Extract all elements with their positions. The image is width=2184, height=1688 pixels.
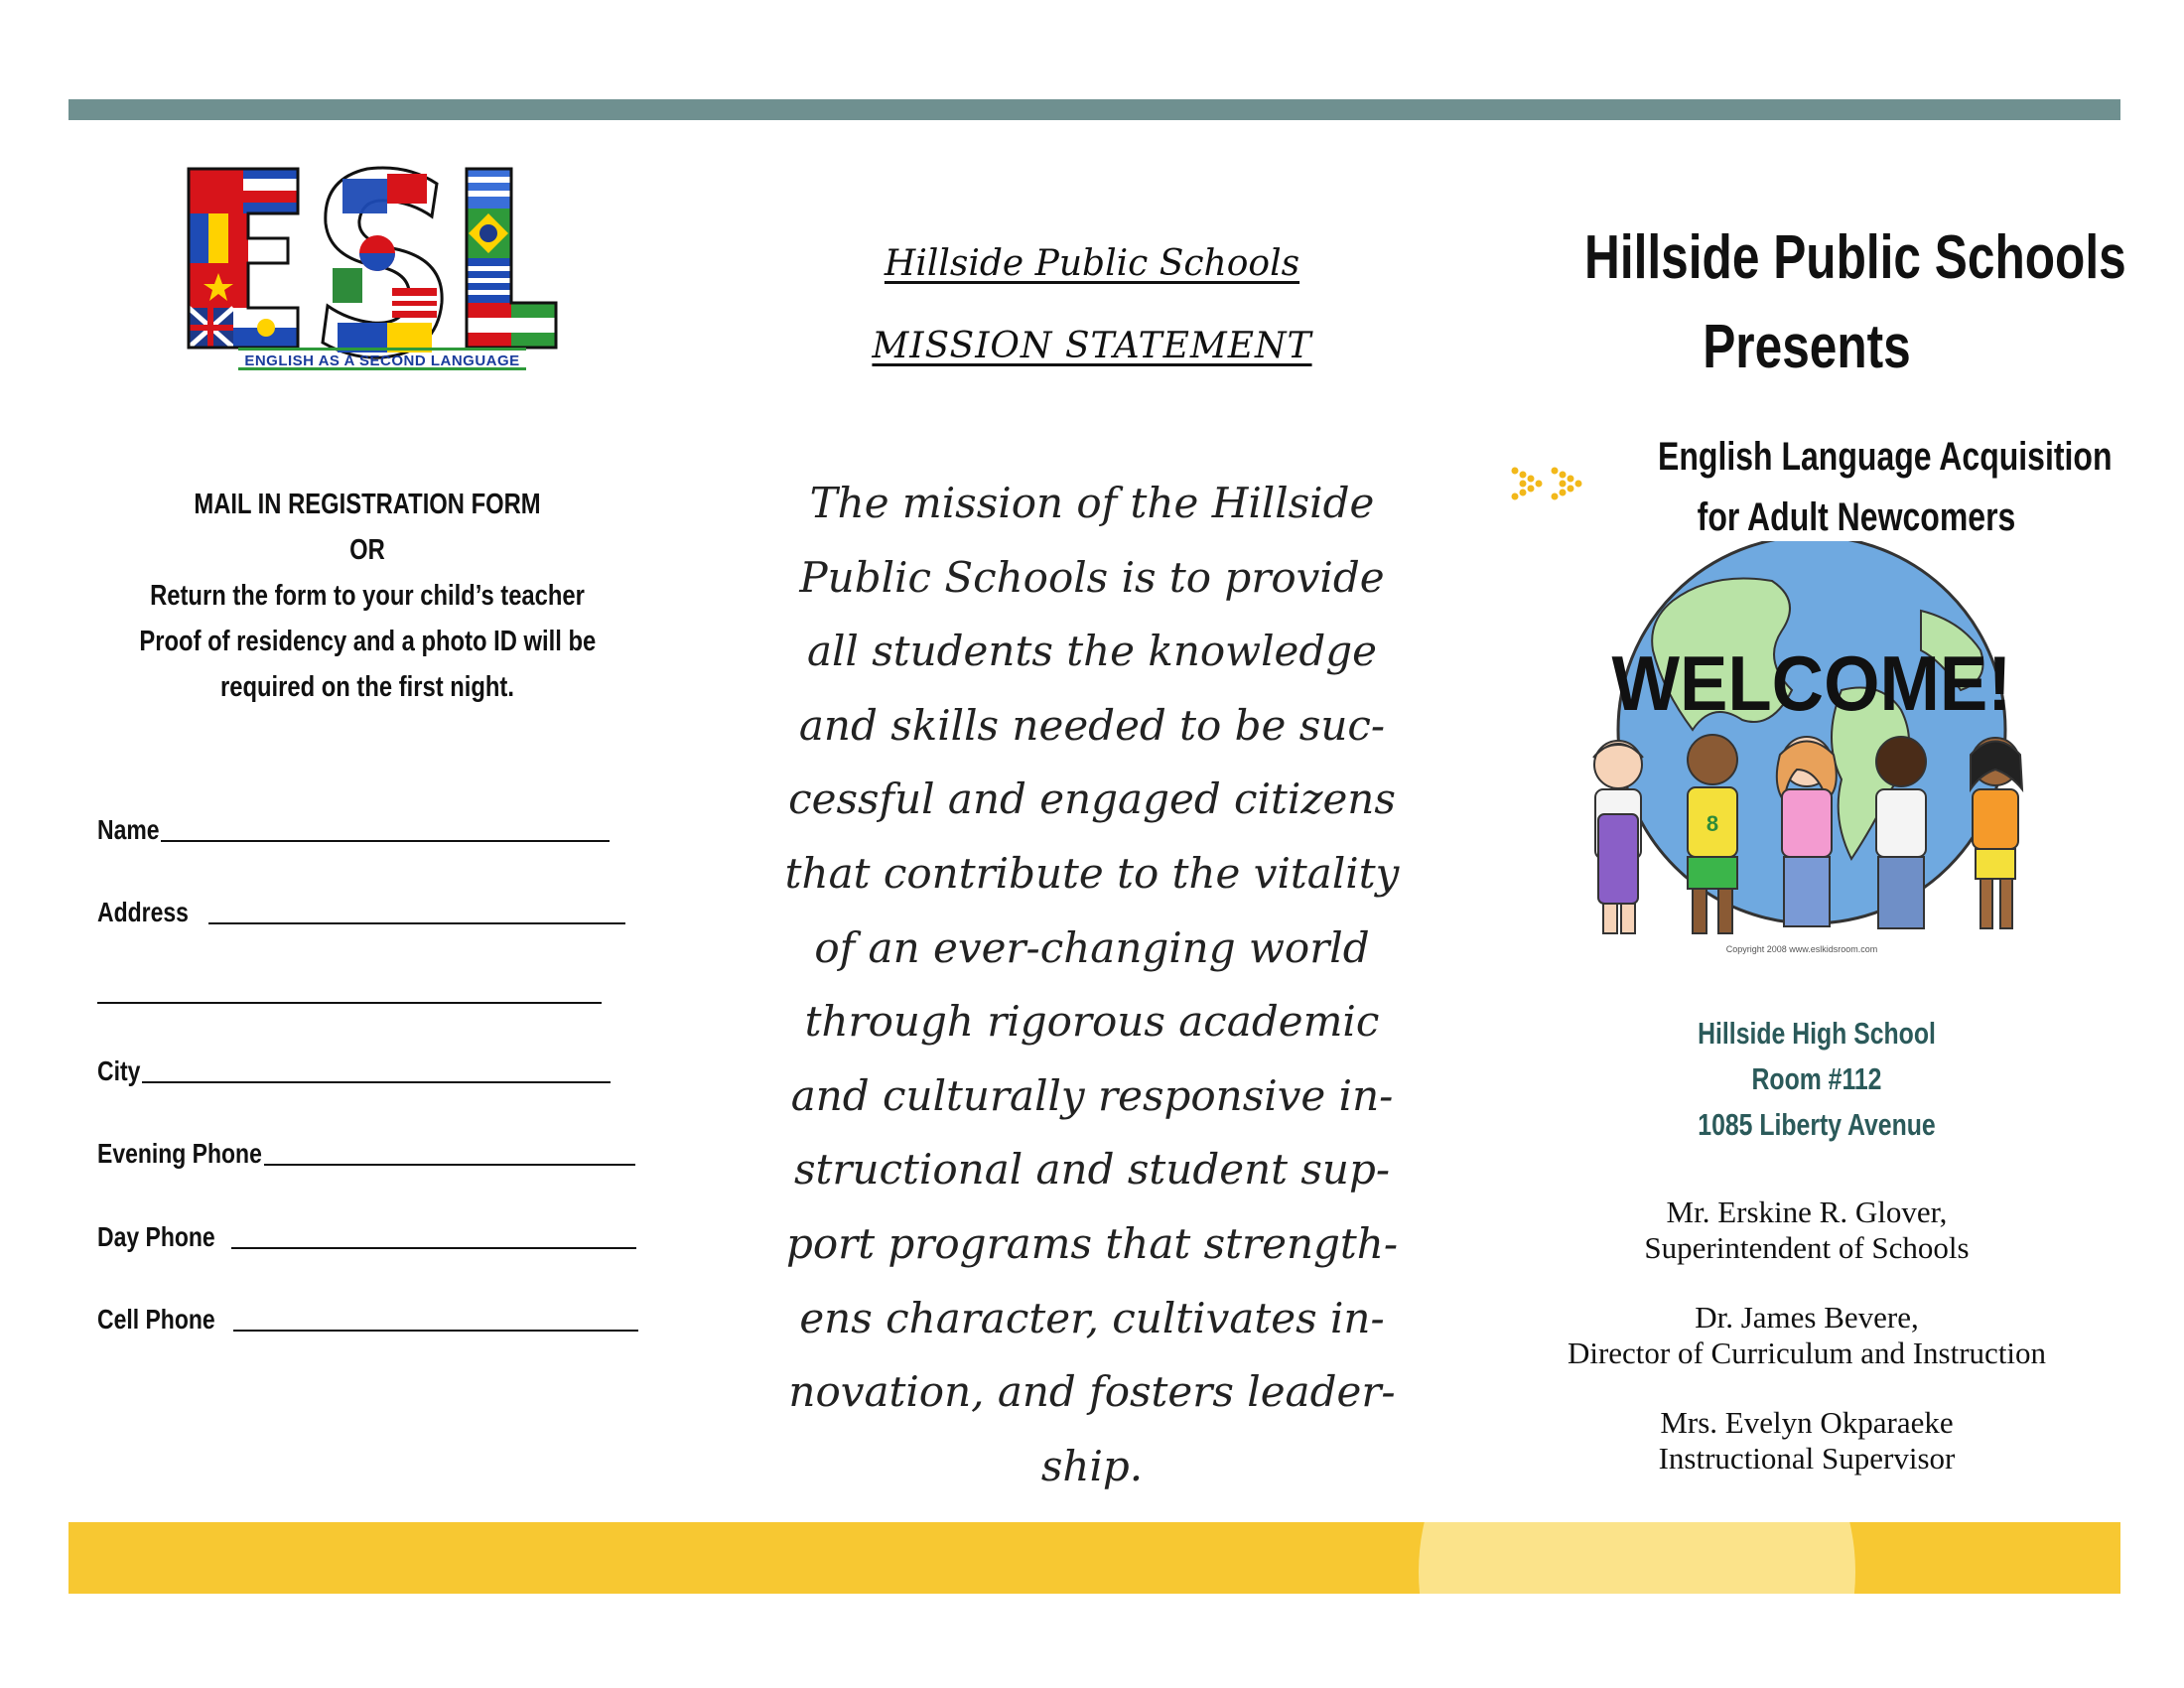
mission-line: cessful and engaged citizens: [788, 774, 1396, 824]
esl-logo: [139, 149, 596, 387]
staff-title: Director of Curriculum and Instruction: [1567, 1336, 2047, 1370]
name-field[interactable]: [97, 806, 610, 846]
mission-school-title: Hillside Public Schools: [884, 243, 1300, 284]
staff-entry: [1519, 1300, 2095, 1371]
mission-line: ens character, cultivates in-: [799, 1293, 1385, 1342]
day-phone-line[interactable]: [231, 1245, 636, 1249]
address-line-2-field[interactable]: [97, 968, 602, 1008]
mission-line: and skills needed to be suc-: [798, 700, 1386, 750]
program-title: [1658, 427, 2113, 548]
sun-shape: [1419, 1522, 1855, 1594]
staff-entry: [1519, 1405, 2095, 1477]
cell-phone-field[interactable]: [97, 1296, 638, 1336]
globe-children-graphic: [1544, 541, 2080, 968]
registration-line: Proof of residency and a photo ID will be: [139, 626, 597, 657]
staff-title: Instructional Supervisor: [1658, 1441, 1956, 1476]
cover-title: [1584, 213, 2126, 392]
location-school: Hillside High School: [1698, 1016, 1936, 1051]
svg-text:8: 8: [1706, 811, 1719, 836]
double-chevron-icon: [1509, 459, 1598, 508]
welcome-text: WELCOME!: [1611, 639, 2012, 727]
cover-title-line: Hillside Public Schools: [1584, 223, 2126, 292]
name-line[interactable]: [161, 838, 610, 842]
staff-name: Dr. James Bevere,: [1695, 1300, 1919, 1335]
mission-line: The mission of the Hillside: [809, 479, 1375, 527]
esl-flags-graphic: [139, 149, 596, 387]
staff-title: Superintendent of Schools: [1644, 1230, 1970, 1265]
day-phone-label: Day Phone: [97, 1221, 215, 1252]
mission-line: and culturally responsive in-: [790, 1070, 1394, 1120]
mission-line: all students the knowledge: [806, 627, 1378, 676]
cell-phone-label: Cell Phone: [97, 1304, 215, 1335]
cover-title-line: Presents: [1703, 313, 1911, 381]
mission-line: port programs that strength-: [785, 1218, 1399, 1268]
welcome-illustration: [1544, 541, 2080, 968]
city-line[interactable]: [142, 1079, 611, 1083]
day-phone-field[interactable]: [97, 1213, 636, 1253]
registration-line: required on the first night.: [220, 671, 514, 703]
location-room: Room #112: [1751, 1061, 1882, 1096]
address-field[interactable]: [97, 889, 625, 928]
mission-line: structional and student sup-: [793, 1145, 1391, 1195]
art-copyright: Copyright 2008 www.eslkidsroom.com: [1725, 944, 1878, 954]
evening-phone-line[interactable]: [264, 1162, 635, 1166]
address-line[interactable]: [208, 920, 625, 924]
location-info: [1650, 1011, 1983, 1148]
registration-or: OR: [349, 534, 385, 566]
registration-heading: MAIL IN REGISTRATION FORM: [194, 489, 541, 520]
registration-instructions: [139, 482, 595, 710]
registration-line: Return the form to your child’s teacher: [150, 580, 585, 612]
esl-tagline: ENGLISH AS A SECOND LANGUAGE: [244, 352, 520, 369]
mission-statement: [774, 467, 1410, 1503]
staff-entry: [1519, 1195, 2095, 1266]
address-line-2[interactable]: [97, 1000, 602, 1004]
mission-line: of an ever-changing world: [814, 922, 1370, 972]
staff-name: Mr. Erskine R. Glover,: [1666, 1195, 1948, 1229]
city-field[interactable]: [97, 1048, 611, 1087]
staff-name: Mrs. Evelyn Okparaeke: [1660, 1405, 1954, 1440]
mission-line: that contribute to the vitality: [784, 848, 1400, 898]
name-label: Name: [97, 814, 160, 845]
city-label: City: [97, 1055, 141, 1086]
evening-phone-field[interactable]: [97, 1130, 635, 1170]
mission-line: through rigorous academic: [804, 997, 1380, 1047]
mission-heading: MISSION STATEMENT: [872, 326, 1312, 366]
address-label: Address: [97, 897, 189, 927]
location-address: 1085 Liberty Avenue: [1698, 1107, 1936, 1142]
mission-line: ship.: [1040, 1441, 1144, 1490]
program-line: English Language Acquisition: [1658, 435, 2113, 479]
top-divider-bar: [68, 99, 2120, 120]
mission-line: novation, and fosters leader-: [788, 1367, 1396, 1417]
bottom-decorative-band: [68, 1522, 2120, 1594]
evening-phone-label: Evening Phone: [97, 1138, 262, 1169]
mission-line: Public Schools is to provide: [799, 552, 1385, 602]
cell-phone-line[interactable]: [233, 1328, 638, 1332]
program-line: for Adult Newcomers: [1697, 495, 2016, 539]
